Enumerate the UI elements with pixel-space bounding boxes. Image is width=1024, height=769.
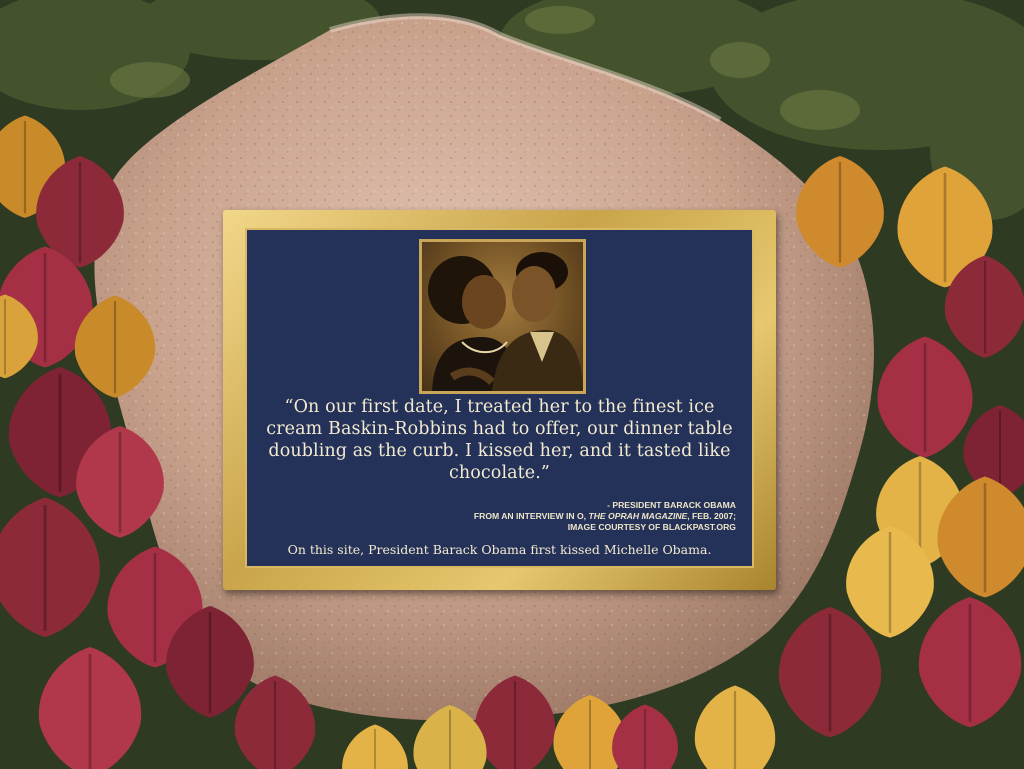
memorial-plaque	[223, 210, 776, 590]
source-citation: FROM AN INTERVIEW IN O, THE OPRAH MAGAZINE, FEB. 2007;	[473, 511, 736, 521]
quote-attribution	[474, 500, 736, 533]
couple-portrait-illustration	[422, 242, 583, 391]
photo-frame	[419, 239, 586, 394]
site-dedication: On this site, President Barack Obama first kissed Michelle Obama.	[287, 542, 712, 557]
obama-quote: “On our first date, I treated her to the finest ice cream Baskin-Robbins had to offer, our dinner table doubling as the curb. I kissed her, and it tasted like chocolate.”	[266, 397, 733, 483]
speaker-name: - PRESIDENT BARACK OBAMA	[607, 500, 736, 510]
image-credit: IMAGE COURTESY OF BLACKPAST.ORG	[567, 522, 736, 532]
obama-couple-photo	[422, 242, 583, 391]
plaque-face	[245, 228, 754, 568]
magazine-title: THE OPRAH MAGAZINE	[588, 511, 688, 521]
